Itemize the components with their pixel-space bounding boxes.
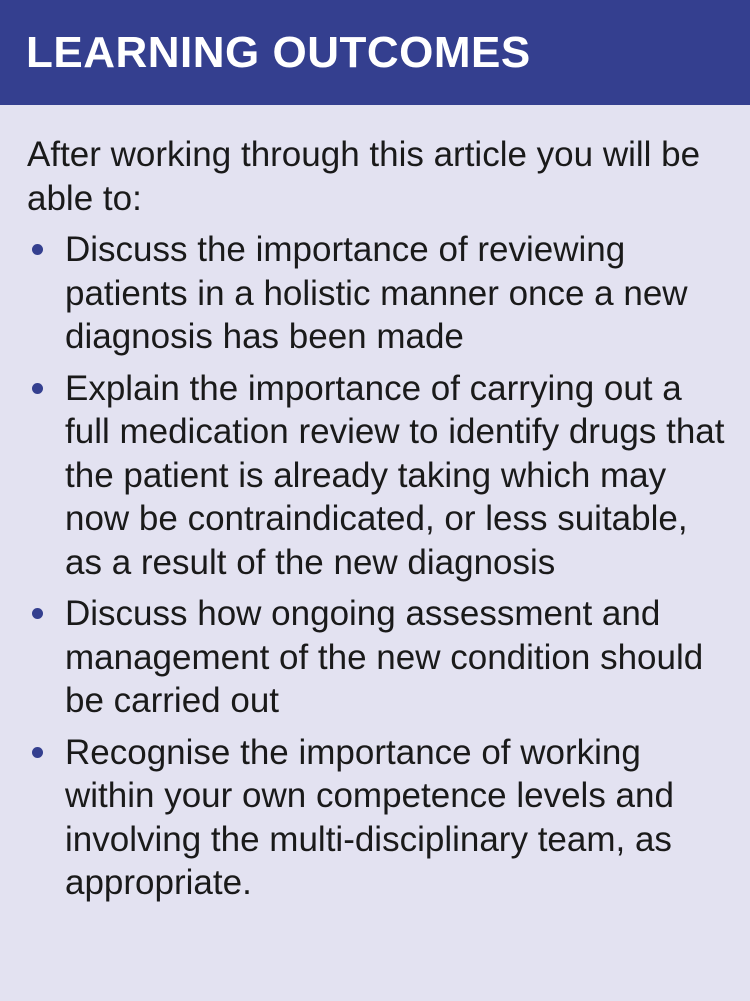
list-item-text: Recognise the importance of working within your own competence levels and involving the multi-disciplinary team, as appropriate. (65, 732, 674, 902)
box-title: LEARNING OUTCOMES (26, 27, 531, 77)
list-item (27, 592, 726, 723)
list-item-text: Explain the importance of carrying out a full medication review to identify drugs that the patient is already taking which may now be contraindicated, or less suitable, as a result of the new diagnosis (65, 368, 725, 582)
bullet-dot-icon (32, 244, 43, 255)
list-item-text: Discuss how ongoing assessment and management of the new condition should be carried out (65, 594, 704, 720)
bullet-dot-icon (32, 608, 43, 619)
list-item-text: Discuss the importance of reviewing patients in a holistic manner once a new diagnosis has been made (65, 230, 688, 356)
header-banner (0, 0, 750, 105)
intro-text: After working through this article you will be able to: (27, 135, 701, 218)
list-item (27, 228, 726, 359)
bullet-dot-icon (32, 747, 43, 758)
list-item (27, 731, 726, 905)
box-content (0, 105, 750, 905)
bullet-dot-icon (32, 383, 43, 394)
outcomes-list (27, 228, 726, 905)
list-item (27, 367, 726, 585)
